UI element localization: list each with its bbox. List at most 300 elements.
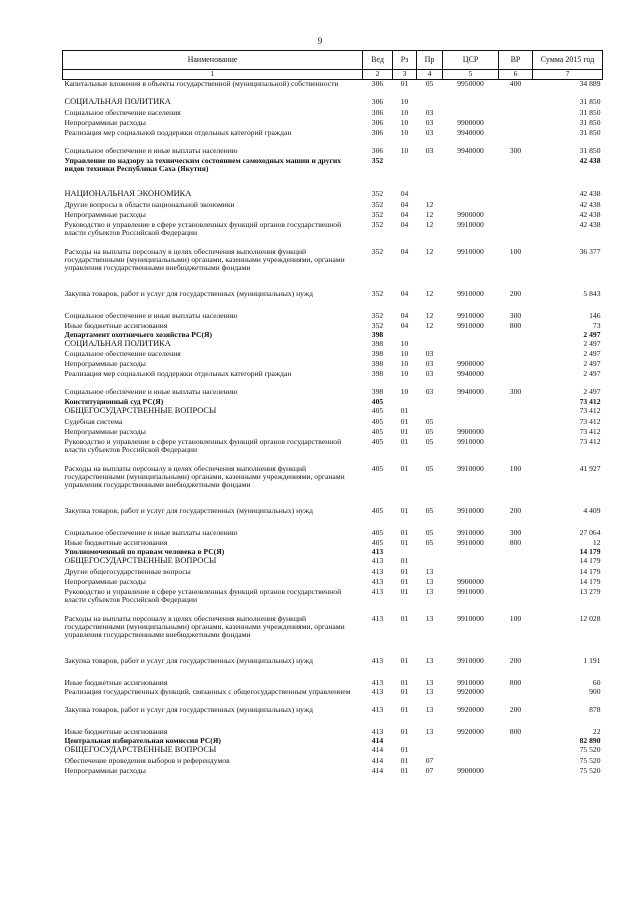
cell-vr [499,398,533,407]
cell-rz: 01 [400,79,409,88]
cell-pr: 05 [425,436,434,446]
cell-csr [443,109,499,119]
cell-pr: 12 [425,199,434,209]
cell-ved: 405 [371,436,384,446]
cell-ved: 352 [371,188,384,198]
header-sum: Сумма 2015 год [533,51,603,70]
cell-name: Социальное обеспечение населения [64,348,181,358]
cell-csr: 9910000 [457,310,484,320]
cell-pr [417,398,443,407]
table-row [63,370,603,388]
cell-vr: 800 [509,320,522,330]
cell-rz: 01 [400,576,409,586]
cell-ved: 398 [371,368,384,378]
cell-csr: 9900000 [457,576,484,586]
cell-pr: 13 [425,586,434,596]
cell-sum: 31 850 [579,107,601,117]
cell-pr: 05 [425,79,434,88]
table-row [63,767,603,777]
cell-sum: 14 179 [579,576,601,586]
cell-sum: 82 890 [579,735,601,745]
cell-sum: 31 850 [579,127,601,137]
cell-name: Судебная система [64,416,123,426]
cell-vr [499,119,533,129]
cell-name: Реализация государственных функций, связанных с общегосударственным управлением [64,686,351,696]
cell-pr: 13 [425,726,434,736]
cell-vr: 100 [509,246,522,256]
table-row [63,119,603,129]
cell-sum: 75 520 [579,755,601,765]
table-row [63,529,603,539]
cell-pr: 03 [425,348,434,358]
cell-pr: 03 [425,145,434,155]
cell-csr [443,331,499,340]
cell-ved: 306 [371,79,384,88]
cell-vr [499,737,533,746]
cell-ved: 352 [371,155,384,165]
cell-csr: 9910000 [457,655,484,665]
cell-vr [499,331,533,340]
cell-rz: 01 [400,613,409,623]
table-row [63,746,603,757]
cell-pr: 13 [425,566,434,576]
cell-sum: 31 850 [579,96,601,106]
cell-csr [443,568,499,578]
cell-pr: 05 [425,505,434,515]
cell-csr: 9910000 [457,505,484,515]
table-row [63,557,603,568]
cell-pr [417,157,443,190]
cell-sum: 42 438 [579,188,601,198]
cell-vr [499,548,533,557]
cell-pr: 07 [425,765,434,775]
cell-ved: 352 [371,219,384,229]
cell-csr: 9950000 [457,79,484,88]
cell-name: Непрограммные расходы [64,358,146,368]
cell-vr: 100 [509,463,522,473]
cell-ved: 413 [371,726,384,736]
cell-sum: 2 497 [583,358,601,368]
cell-ved: 398 [371,348,384,358]
cell-ved: 413 [371,613,384,623]
cell-vr [499,201,533,211]
cell-ved: 398 [371,329,384,339]
cell-sum: 42 438 [579,219,601,229]
cell-pr: 05 [425,416,434,426]
cell-name: Реализация мер социальной поддержки отдельных категорий граждан [64,368,292,378]
table-row [63,211,603,221]
cell-sum: 27 064 [579,527,601,537]
cell-csr [443,190,499,201]
cell-vr [499,568,533,578]
cell-vr: 800 [509,726,522,736]
table-row [63,109,603,119]
header-number: 6 [499,70,533,80]
cell-vr: 200 [509,505,522,515]
cell-rz: 01 [400,704,409,714]
cell-csr: 9920000 [457,686,484,696]
table-row [63,201,603,211]
cell-pr: 13 [425,613,434,623]
cell-csr: 9910000 [457,320,484,330]
table-row [63,388,603,398]
cell-pr [417,407,443,418]
table-row [63,706,603,728]
cell-name: ОБЩЕГОСУДАРСТВЕННЫЕ ВОПРОСЫ [64,555,217,565]
cell-pr: 13 [425,686,434,696]
cell-name: СОЦИАЛЬНАЯ ПОЛИТИКА [64,338,171,348]
table-row [63,615,603,657]
cell-vr [499,98,533,109]
cell-vr [499,370,533,388]
table-row [63,428,603,438]
cell-pr: 05 [425,426,434,436]
cell-ved: 306 [371,127,384,137]
cell-ved: 398 [371,358,384,368]
cell-rz: 01 [400,677,409,687]
cell-ved: 405 [371,405,384,415]
cell-vr: 200 [509,288,522,298]
cell-csr [443,350,499,360]
header-rz: Рз [393,51,417,70]
cell-ved: 405 [371,463,384,473]
cell-name: Закупка товаров, работ и услуг для государственных (муниципальных) нужд [64,505,313,515]
cell-csr [443,398,499,407]
cell-csr: 9900000 [457,209,484,219]
cell-sum: 73 412 [579,396,601,406]
cell-sum: 31 850 [579,145,601,155]
cell-name: ОБЩЕГОСУДАРСТВЕННЫЕ ВОПРОСЫ [64,405,217,415]
cell-csr [443,340,499,350]
cell-pr: 13 [425,576,434,586]
cell-name: Уполномоченный по правам человека в РС(Я) [64,546,225,556]
cell-rz: 10 [400,107,409,117]
cell-pr: 13 [425,655,434,665]
cell-csr [443,548,499,557]
cell-pr: 12 [425,246,434,256]
cell-rz [393,157,417,190]
cell-ved: 306 [371,145,384,155]
table-row [63,80,603,98]
cell-rz: 10 [400,127,409,137]
cell-ved: 414 [371,755,384,765]
cell-ved: 398 [371,386,384,396]
cell-csr [443,98,499,109]
table-row [63,507,603,529]
cell-name: Социальное обеспечение и иные выплаты населению [64,527,238,537]
cell-rz: 01 [400,527,409,537]
cell-rz: 01 [400,686,409,696]
cell-ved: 413 [371,555,384,565]
cell-vr: 300 [509,310,522,320]
cell-name: СОЦИАЛЬНАЯ ПОЛИТИКА [64,96,171,106]
cell-vr [499,350,533,360]
cell-pr: 03 [425,386,434,396]
cell-name: Закупка товаров, работ и услуг для государственных (муниципальных) нужд [64,704,313,714]
cell-vr [499,746,533,757]
table-row [63,147,603,157]
cell-rz: 01 [400,405,409,415]
cell-csr: 9910000 [457,219,484,229]
cell-ved: 352 [371,320,384,330]
header-ved: Вед [363,51,393,70]
cell-ved: 306 [371,107,384,117]
cell-pr [417,331,443,340]
table-row [63,688,603,706]
cell-sum: 12 028 [579,613,601,623]
cell-vr [499,428,533,438]
cell-sum: 13 279 [579,586,601,596]
cell-vr: 300 [509,527,522,537]
table-row [63,657,603,679]
cell-rz: 04 [400,209,409,219]
cell-pr: 03 [425,107,434,117]
cell-vr: 200 [509,655,522,665]
cell-vr [499,688,533,706]
cell-sum: 14 179 [579,546,601,556]
table-row [63,588,603,615]
cell-sum: 42 438 [579,155,601,165]
cell-ved: 352 [371,288,384,298]
cell-csr: 9940000 [457,127,484,137]
cell-vr: 200 [509,704,522,714]
cell-rz: 10 [400,358,409,368]
cell-ved: 414 [371,765,384,775]
cell-rz: 01 [400,726,409,736]
cell-vr: 400 [509,79,522,88]
cell-rz: 04 [400,320,409,330]
cell-csr [443,746,499,757]
cell-rz: 01 [400,566,409,576]
cell-vr: 800 [509,677,522,687]
cell-sum: 31 850 [579,117,601,127]
cell-sum: 60 [592,677,601,687]
cell-pr: 13 [425,677,434,687]
cell-rz: 10 [400,145,409,155]
cell-name: Иные бюджетные ассигнования [64,537,168,547]
cell-vr [499,211,533,221]
cell-ved: 413 [371,686,384,696]
cell-vr [499,157,533,190]
table-row [63,438,603,465]
cell-rz: 04 [400,246,409,256]
cell-sum: 14 179 [579,555,601,565]
cell-rz: 10 [400,386,409,396]
table-row [63,465,603,507]
cell-vr [499,109,533,119]
page-number: 9 [317,36,323,46]
cell-ved: 413 [371,566,384,576]
cell-vr: 800 [509,537,522,547]
cell-pr: 12 [425,209,434,219]
cell-vr: 300 [509,145,522,155]
table-row [63,757,603,767]
cell-name: Расходы на выплаты персоналу в целях обеспечения выполнения функций государственными (муниципальными) органами, казенными учреждениями, органами управления государственными внебюджетными фондами [64,613,345,640]
cell-rz: 10 [400,348,409,358]
cell-name: Непрограммные расходы [64,426,146,436]
cell-vr [499,407,533,418]
cell-name: Иные бюджетные ассигнования [64,726,168,736]
table-row [63,129,603,147]
cell-ved: 413 [371,586,384,596]
cell-csr: 9900000 [457,358,484,368]
header-vr: ВР [499,51,533,70]
cell-ved: 414 [371,735,384,745]
cell-sum: 1 191 [583,655,601,665]
cell-ved: 413 [371,704,384,714]
cell-sum: 36 377 [579,246,601,256]
cell-pr: 03 [425,368,434,378]
table-row [63,578,603,588]
table-row [63,407,603,418]
cell-rz: 01 [400,655,409,665]
cell-vr [499,557,533,568]
cell-ved: 398 [371,338,384,348]
cell-name: Закупка товаров, работ и услуг для государственных (муниципальных) нужд [64,655,313,665]
cell-sum: 2 497 [583,386,601,396]
cell-vr: 300 [509,386,522,396]
cell-csr: 9910000 [457,537,484,547]
cell-sum: 73 412 [579,436,601,446]
cell-rz: 10 [400,117,409,127]
header-pr: Пр [417,51,443,70]
cell-ved: 413 [371,655,384,665]
cell-name: Департамент охотничьего хозяйства РС(Я) [64,329,213,339]
cell-rz: 04 [400,288,409,298]
cell-csr: 9910000 [457,527,484,537]
cell-ved: 405 [371,426,384,436]
cell-vr [499,340,533,350]
cell-rz: 01 [400,744,409,754]
cell-sum: 2 497 [583,338,601,348]
cell-csr: 9900000 [457,765,484,775]
cell-vr [499,418,533,428]
cell-rz: 04 [400,199,409,209]
cell-csr: 9940000 [457,145,484,155]
cell-pr: 03 [425,358,434,368]
cell-sum: 146 [589,310,601,320]
table-row [63,350,603,360]
cell-pr: 03 [425,127,434,137]
table-row [63,568,603,578]
cell-name: Социальное обеспечение населения [64,107,181,117]
cell-csr: 9940000 [457,386,484,396]
cell-pr [417,737,443,746]
cell-ved: 414 [371,744,384,754]
cell-pr [417,340,443,350]
cell-csr [443,557,499,568]
cell-name: Капитальные вложения в объекты государственной (муниципальной) собственности [64,79,339,88]
header-csr: ЦСР [443,51,499,70]
cell-rz: 10 [400,96,409,106]
cell-vr [499,129,533,147]
cell-ved: 352 [371,199,384,209]
cell-pr: 07 [425,755,434,765]
cell-vr [499,438,533,465]
cell-rz: 01 [400,426,409,436]
cell-pr: 03 [425,117,434,127]
cell-name: Расходы на выплаты персоналу в целях обеспечения выполнения функций государственными (муниципальными) органами, казенными учреждениями, органами управления государственными внебюджетными фондами [64,463,345,490]
cell-pr [417,548,443,557]
cell-csr [443,418,499,428]
cell-pr: 05 [425,527,434,537]
cell-name: НАЦИОНАЛЬНАЯ ЭКОНОМИКА [64,188,192,198]
cell-rz: 01 [400,505,409,515]
cell-name: Непрограммные расходы [64,576,146,586]
cell-name: Социальное обеспечение и иные выплаты населению [64,310,238,320]
cell-sum: 42 438 [579,209,601,219]
cell-vr [499,588,533,615]
cell-csr: 9910000 [457,246,484,256]
cell-name: Управление по надзору за техническим состоянием самоходных машин и других видов техники Республики Саха (Якутия) [64,155,342,173]
cell-csr: 9900000 [457,117,484,127]
cell-ved: 413 [371,546,384,556]
cell-sum: 73 412 [579,426,601,436]
cell-rz: 01 [400,555,409,565]
table-row [63,340,603,350]
cell-ved: 405 [371,527,384,537]
table-body [63,80,603,777]
header-number: 5 [443,70,499,80]
cell-pr: 12 [425,288,434,298]
table-header-numbers-row [63,70,603,80]
cell-ved: 405 [371,396,384,406]
cell-rz: 01 [400,586,409,596]
cell-rz: 04 [400,310,409,320]
cell-ved: 405 [371,416,384,426]
cell-name: Конституционный суд РС(Я) [64,396,164,406]
table-row [63,312,603,322]
cell-name: Расходы на выплаты персоналу в целях обеспечения выполнения функций государственными (муниципальными) органами, казенными учреждениями, органами управления государственными внебюджетными фондами [64,246,345,273]
cell-csr: 9910000 [457,586,484,596]
cell-rz: 01 [400,765,409,775]
header-number: 2 [363,70,393,80]
cell-name: Непрограммные расходы [64,765,146,775]
cell-sum: 878 [589,704,601,714]
cell-rz: 04 [400,188,409,198]
table-row [63,190,603,201]
cell-sum: 900 [589,686,601,696]
cell-name: Непрограммные расходы [64,117,146,127]
cell-pr: 12 [425,320,434,330]
cell-csr: 9940000 [457,368,484,378]
cell-vr [499,757,533,767]
cell-sum: 75 520 [579,765,601,775]
table-row [63,418,603,428]
cell-pr [417,746,443,757]
cell-ved: 352 [371,310,384,320]
cell-sum: 73 [592,320,601,330]
cell-csr: 9910000 [457,613,484,623]
cell-pr [417,557,443,568]
cell-vr [499,190,533,201]
cell-name: Социальное обеспечение и иные выплаты населению [64,386,238,396]
cell-ved: 405 [371,537,384,547]
cell-ved: 413 [371,576,384,586]
cell-sum: 2 497 [583,368,601,378]
cell-sum: 42 438 [579,199,601,209]
cell-vr: 100 [509,613,522,623]
cell-pr: 05 [425,537,434,547]
table-row [63,157,603,190]
cell-name: Непрограммные расходы [64,209,146,219]
header-name: Наименование [63,51,363,70]
cell-csr: 9910000 [457,463,484,473]
table-row [63,221,603,248]
cell-vr [499,360,533,370]
cell-rz: 04 [400,219,409,229]
cell-csr [443,737,499,746]
